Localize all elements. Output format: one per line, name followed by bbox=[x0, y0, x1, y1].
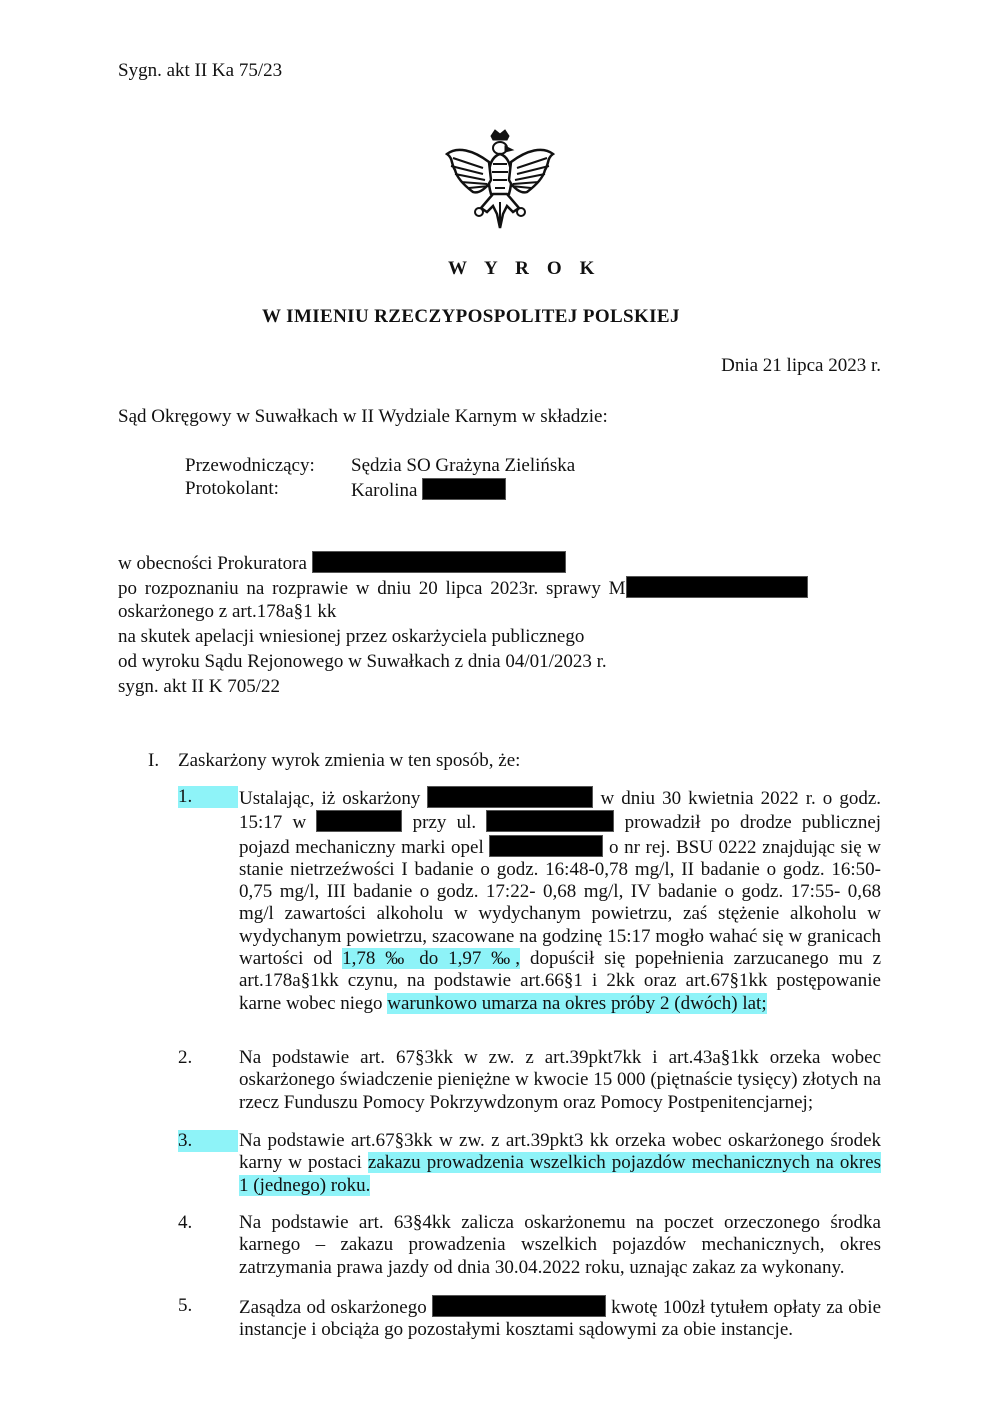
judgment-item-4: Na podstawie art. 63§4kk zalicza oskarżonemu na poczet orzeczonego środka karnego – zakazu prowadzenia wszelkich pojazdów mechanicznych, okres zatrzymania prawa jazdy od dnia 30.04.2022 roku, uznając zakaz za wykonany. bbox=[239, 1212, 881, 1278]
intro-line-6: sygn. akt II K 705/22 bbox=[118, 676, 281, 697]
clerk-value: Karolina bbox=[351, 480, 418, 501]
highlighted-bac-range: 1,78 ‰ do 1,97 ‰, bbox=[342, 948, 521, 970]
judgment-item-3 bbox=[239, 1130, 881, 1197]
item-number: 2. bbox=[178, 1047, 193, 1068]
judgment-item-5 bbox=[239, 1295, 881, 1342]
document-title: W Y R O K bbox=[448, 258, 602, 279]
item-text: prowadził po drodze publicznej pojazd mechaniczny marki opel bbox=[239, 812, 882, 858]
redaction-box bbox=[432, 1295, 606, 1317]
item-number: 1. bbox=[178, 786, 238, 808]
redaction-box bbox=[486, 810, 614, 832]
case-reference: Sygn. akt II Ka 75/23 bbox=[118, 60, 283, 81]
redaction-box bbox=[316, 810, 402, 832]
section-heading: Zaskarżony wyrok zmienia w ten sposób, że: bbox=[178, 750, 521, 771]
item-text: Zasądza od oskarżonego bbox=[239, 1297, 427, 1318]
chair-label: Przewodniczący: bbox=[185, 455, 315, 476]
intro-line-4: na skutek apelacji wniesionej przez oskarżyciela publicznego bbox=[118, 626, 585, 647]
judgment-item-1 bbox=[239, 786, 881, 1015]
clerk-value-row bbox=[351, 478, 506, 502]
item-number: 5. bbox=[178, 1295, 193, 1316]
intro-line-1 bbox=[118, 551, 566, 575]
item-text: Ustalając, iż oskarżony bbox=[239, 788, 421, 809]
redaction-box bbox=[626, 576, 808, 598]
redaction-box bbox=[427, 786, 593, 808]
document-subtitle: W IMIENIU RZECZYPOSPOLITEJ POLSKIEJ bbox=[262, 306, 680, 327]
item-text: przy ul. bbox=[412, 812, 477, 834]
polish-eagle-emblem-icon bbox=[443, 128, 557, 232]
chair-value: Sędzia SO Grażyna Zielińska bbox=[351, 455, 576, 476]
hearing-text: po rozpoznaniu na rozprawie w dniu 20 lipca 2023r. sprawy M bbox=[118, 578, 626, 599]
item-text: kwotę 100zł tytułem opłaty za obie instancje i obciąża go pozostałymi kosztami sądowymi za obie instancje. bbox=[239, 1297, 881, 1341]
section-roman: I. bbox=[148, 750, 160, 771]
redaction-box bbox=[312, 551, 566, 573]
highlighted-conditional-discontinuance: warunkowo umarza na okres próby 2 (dwóch) lat; bbox=[387, 992, 767, 1014]
prosecutor-text: w obecności Prokuratora bbox=[118, 553, 307, 574]
item-number: 4. bbox=[178, 1212, 193, 1233]
judgment-date: Dnia 21 lipca 2023 r. bbox=[721, 355, 881, 376]
intro-line-3: oskarżonego z art.178a§1 kk bbox=[118, 601, 337, 622]
judgment-item-2: Na podstawie art. 67§3kk w zw. z art.39pkt7kk i art.43a§1kk orzeka wobec oskarżonego świadczenie pieniężne w kwocie 15 000 (piętnaście tysięcy) złotych na rzecz Funduszu Pomocy Pokrzywdzonym oraz Pomocy Postpenitencjarnej; bbox=[239, 1047, 881, 1113]
redaction-box bbox=[489, 835, 603, 857]
redaction-box bbox=[422, 478, 506, 500]
highlighted-driving-ban: zakazu prowadzenia wszelkich pojazdów mechanicznych na okres 1 (jednego) roku. bbox=[239, 1152, 882, 1196]
court-composition: Sąd Okręgowy w Suwałkach w II Wydziale Karnym w składzie: bbox=[118, 406, 608, 427]
item-text: dopuścił się popełnienia zarzucanego mu z art.178a§1kk czynu, na podstawie art.66§1 i 2kk oraz art.67§1kk postępowanie karne wobec niego bbox=[239, 948, 882, 1014]
item-number: 3. bbox=[178, 1130, 238, 1152]
intro-line-5: od wyroku Sądu Rejonowego w Suwałkach z dnia 04/01/2023 r. bbox=[118, 651, 607, 672]
intro-line-2 bbox=[118, 576, 882, 600]
clerk-label: Protokolant: bbox=[185, 478, 279, 499]
item-text: Na podstawie art.67§3kk w zw. z art.39pkt3 kk orzeka wobec oskarżonego środek karny w postaci bbox=[239, 1130, 881, 1174]
item-text: w dniu 30 kwietnia 2022 r. o godz. 15:17 w bbox=[239, 788, 882, 834]
item-text: o nr rej. BSU 0222 znajdując się w stanie nietrzeźwości I badanie o godz. 16:48-0,78 mg/l, II badanie o godz. 16:50-0,75 mg/l, III badanie o godz. 17:22- 0,68 mg/l, IV badanie o godz. 17:55- 0,68 mg/l zawartości alkoholu w wydychanym powietrzu, zaś stężenie alkoholu w wydychanym powietrzu, szacowane na godzinę 15:17 mogło wahać się w granicach wartości od bbox=[239, 836, 882, 970]
